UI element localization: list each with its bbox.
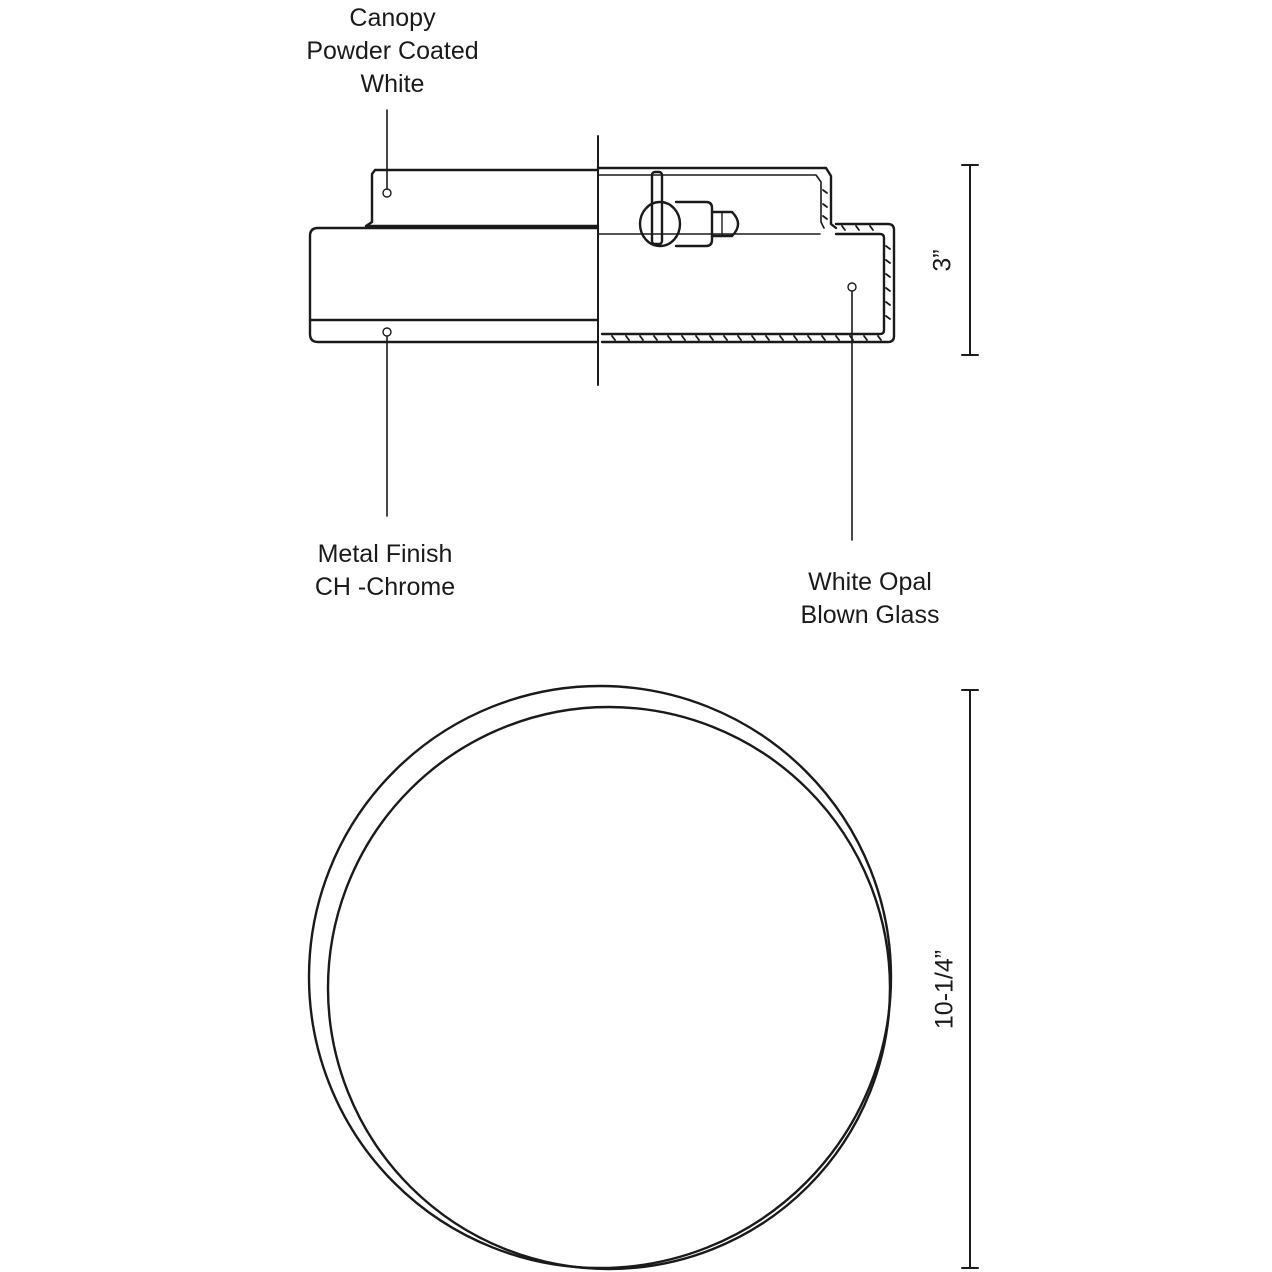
canopy-label-line-1: Canopy (349, 4, 436, 32)
leader-dots (383, 189, 856, 336)
plan-view (309, 686, 891, 1269)
glass-hatching (612, 190, 890, 340)
plan-inner-circle (328, 707, 890, 1269)
diameter-dimension (962, 690, 978, 1268)
canopy-outline (366, 170, 598, 226)
metal-finish-label-line-1: Metal Finish (317, 540, 453, 568)
lamp-socket (676, 202, 712, 246)
height-dimension (962, 165, 978, 355)
glass-leader-dot (848, 283, 856, 291)
glass-label (740, 566, 1000, 632)
socket-cap (640, 202, 680, 246)
metal-leader-dot (383, 328, 391, 336)
canopy-label-line-3: White (360, 70, 425, 98)
canopy-label (250, 2, 535, 101)
glass-inner (602, 234, 884, 334)
bulb (712, 212, 738, 236)
metal-finish-label-line-2: CH -Chrome (314, 573, 456, 601)
canopy-leader-dot (383, 189, 391, 197)
metal-finish-label (260, 538, 510, 604)
side-section (598, 168, 894, 342)
side-elevation-exterior (310, 170, 598, 342)
height-dimension-label: 3” (928, 249, 957, 272)
shade-outline (310, 228, 598, 342)
canopy-section (598, 168, 836, 228)
plan-outer-circle (309, 686, 891, 1268)
glass-label-line-1: White Opal (808, 568, 932, 596)
diameter-dimension-label: 10-1/4” (930, 949, 959, 1030)
glass-label-line-2: Blown Glass (800, 601, 940, 629)
canopy-label-line-2: Powder Coated (306, 37, 479, 65)
